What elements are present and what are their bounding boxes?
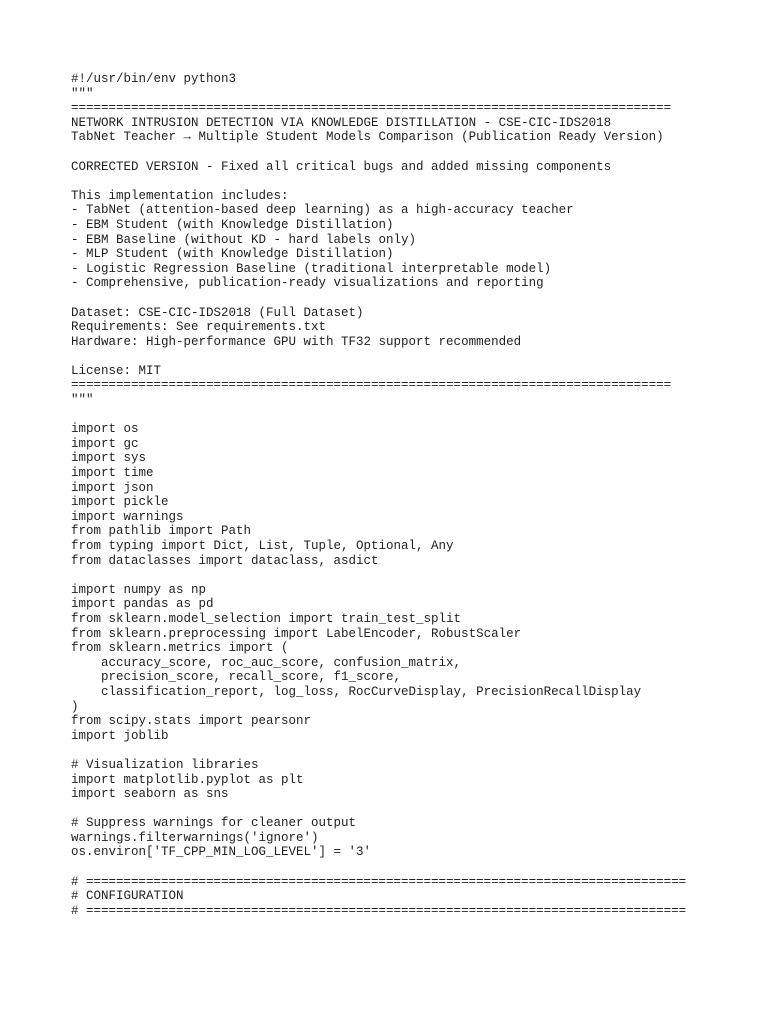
- code-line: from dataclasses import dataclass, asdict: [71, 553, 379, 568]
- code-line: import json: [71, 480, 154, 495]
- code-line: #!/usr/bin/env python3: [71, 72, 237, 86]
- code-line: import time: [71, 466, 154, 481]
- code-line: ): [71, 699, 79, 714]
- code-line: License: MIT: [71, 363, 162, 378]
- code-line: import pickle: [71, 495, 169, 510]
- code-listing: [71, 72, 686, 918]
- code-line: import matplotlib.pyplot as plt: [71, 772, 304, 787]
- code-line: This implementation includes:: [71, 188, 289, 203]
- code-line: [71, 291, 686, 306]
- code-line: ================================================================================: [71, 378, 672, 393]
- code-line: classification_report, log_loss, RocCurveDisplay, PrecisionRecallDisplay: [71, 684, 642, 699]
- code-line: - Comprehensive, publication-ready visualizations and reporting: [71, 276, 544, 291]
- code-line: os.environ['TF_CPP_MIN_LOG_LEVEL'] = '3': [71, 845, 372, 860]
- code-line: Hardware: High-performance GPU with TF32 support recommended: [71, 334, 522, 349]
- code-line: import joblib: [71, 728, 169, 743]
- code-line: CORRECTED VERSION - Fixed all critical bugs and added missing components: [71, 159, 612, 174]
- code-line: import seaborn as sns: [71, 787, 229, 802]
- code-line: from sklearn.model_selection import train_test_split: [71, 611, 462, 626]
- code-line: [71, 145, 686, 160]
- code-line: [71, 568, 686, 583]
- code-line: from sklearn.metrics import (: [71, 641, 289, 656]
- code-line: [71, 408, 686, 423]
- code-line: """: [71, 393, 94, 408]
- code-line: ================================================================================: [71, 101, 672, 116]
- code-line: precision_score, recall_score, f1_score,: [71, 670, 402, 685]
- code-line: from typing import Dict, List, Tuple, Optional, Any: [71, 539, 454, 553]
- code-line: from sklearn.preprocessing import LabelEncoder, RobustScaler: [71, 626, 522, 641]
- code-line: accuracy_score, roc_auc_score, confusion_matrix,: [71, 655, 462, 670]
- code-line: from pathlib import Path: [71, 524, 252, 539]
- code-line: - EBM Baseline (without KD - hard labels only): [71, 232, 417, 247]
- code-line: # Visualization libraries: [71, 757, 259, 772]
- code-line: Dataset: CSE-CIC-IDS2018 (Full Dataset): [71, 305, 364, 320]
- code-line: - EBM Student (with Knowledge Distillation): [71, 217, 394, 232]
- code-line: - MLP Student (with Knowledge Distillation): [71, 247, 394, 262]
- code-line: import numpy as np: [71, 582, 207, 597]
- code-line: # ================================================================================: [71, 874, 687, 889]
- code-line: # Suppress warnings for cleaner output: [71, 816, 357, 831]
- code-line: TabNet Teacher → Multiple Student Models Comparison (Publication Ready Version): [71, 130, 664, 145]
- code-line: [71, 174, 686, 189]
- code-line: [71, 802, 686, 817]
- code-line: - TabNet (attention-based deep learning) as a high-accuracy teacher: [71, 203, 574, 218]
- code-line: import warnings: [71, 509, 184, 524]
- code-line: # CONFIGURATION: [71, 889, 184, 904]
- code-line: Requirements: See requirements.txt: [71, 320, 327, 335]
- code-line: """: [71, 86, 94, 101]
- code-line: [71, 860, 686, 875]
- code-line: warnings.filterwarnings('ignore'): [71, 830, 319, 845]
- code-line: import pandas as pd: [71, 597, 214, 612]
- code-line: [71, 743, 686, 758]
- code-line: import gc: [71, 436, 139, 451]
- code-line: from scipy.stats import pearsonr: [71, 714, 312, 729]
- code-line: import os: [71, 422, 139, 437]
- code-line: import sys: [71, 451, 147, 466]
- code-line: NETWORK INTRUSION DETECTION VIA KNOWLEDGE DISTILLATION - CSE-CIC-IDS2018: [71, 115, 612, 130]
- code-line: [71, 349, 686, 364]
- code-line: # ================================================================================: [71, 903, 687, 918]
- code-line: - Logistic Regression Baseline (traditional interpretable model): [71, 261, 552, 276]
